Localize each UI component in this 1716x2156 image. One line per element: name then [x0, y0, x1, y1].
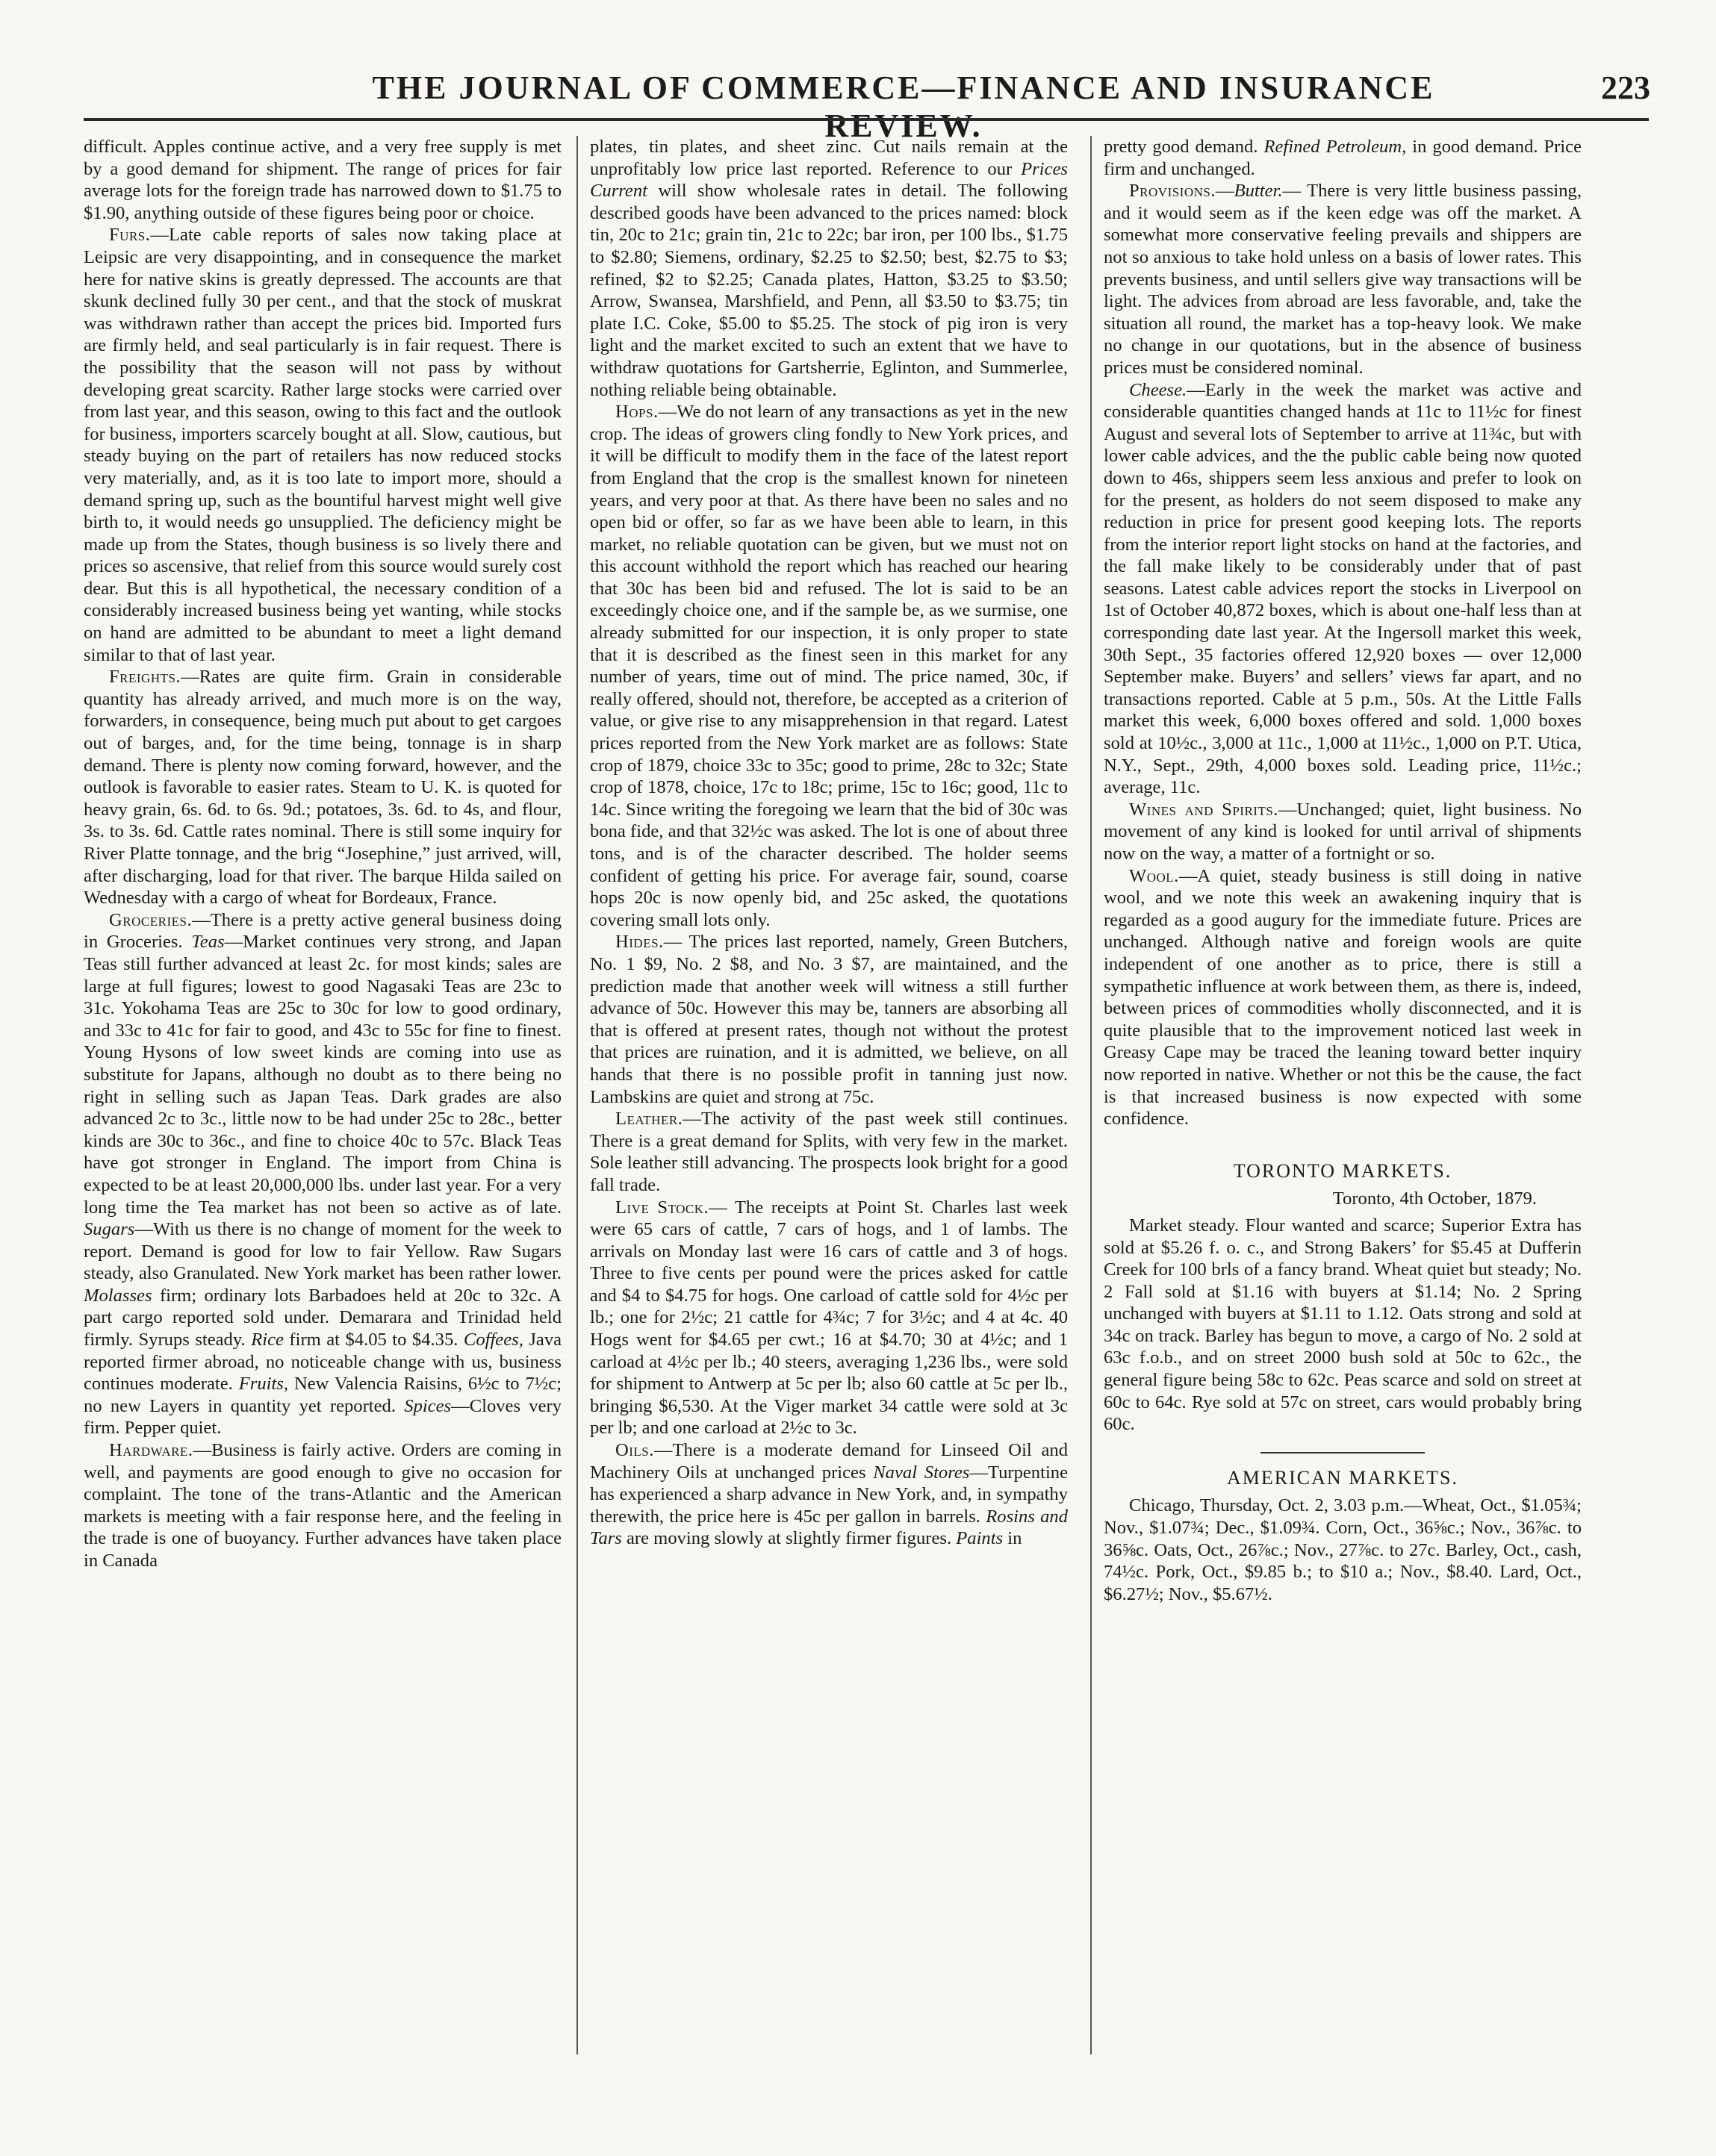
- freights-heading: Freights.: [109, 667, 181, 688]
- wines-spirits-heading: Wines and Spirits.: [1129, 799, 1278, 820]
- live-stock-heading: Live Stock.: [615, 1197, 709, 1218]
- groceries-paragraph: Groceries.—There is a pretty active general business doing in Groceries. Teas—Market continues very strong, and Japan Teas still further advanced at least 2c. for most kinds; sales are large at full figures; lowest to good Nagasaki Teas are 23c to 31c. Yokohama Teas are 25c to 30c for low to good ordinary, and 33c to 41c for fair to good, and 43c to 55c for fine to finest. Young Hysons of low sweet kinds are coming into use as substitute for Japans, although no doubt as to there being no right in selling such as Japan Teas. Dark grades are also advanced 2c to 3c., little now to be had under 25c to 28c., better kinds are 30c to 36c., and fine to choice 40c to 57c. Black Teas have got stronger in England. The import from China is expected to be at least 20,000,000 lbs. under last year. For a very long time the Tea market has not been so active as of late. Sugars—With us there is no change of moment for the week to report. Demand is good for low to fair Yellow. Raw Sugars steady, also Granulated. New York market has been rather lower. Molasses firm; ordinary lots Barbadoes held at 20c to 32c. A part cargo reported sold under. Demarara and Trinidad held firmly. Syrups steady. Rice firm at $4.05 to $4.35. Coffees, Java reported firmer abroad, no noticeable change with us, business continues moderate. Fruits, New Valencia Raisins, 6½c to 7½c; no new Layers in quantity yet reported. Spices—Cloves very firm. Pepper quiet.: [84, 909, 562, 1439]
- furs-heading: Furs.: [109, 225, 151, 246]
- column-3: [1104, 136, 1582, 1605]
- hides-heading: Hides.: [615, 932, 664, 953]
- live-stock-paragraph: Live Stock.— The receipts at Point St. Charles last week were 65 cars of cattle, 7 cars of hogs, and 1 of lambs. The arrivals on Monday last were 16 cars of cattle and 3 of hogs. Three to five cents per pound were the prices asked for cattle and $4 to $4.75 for hogs. One carload of cattle sold for 4½c per lb.; one for 2½c; 21 cattle for 4¾c; 7 for 3½c; and 4 at 4c. 40 Hogs went for $4.65 per cwt.; 16 at $4.70; 30 at 4½c; and 1 carload at 4½c per lb.; 40 steers, averaging 1,236 lbs., were sold for shipment to Antwerp at 5c per lb; also 60 cattle at 5c per lb., bringing $6,530. At the Viger market 34 cattle were sold at 3c per lb; and one carload at 2½c to 3c.: [590, 1197, 1068, 1439]
- cheese-paragraph: Cheese.—Early in the week the market was active and considerable quantities changed hands at 11c to 11½c for finest August and several lots of September to arrive at 11¾c, but with lower cable advices, and the the public cable being now quoted down to 46s, shippers seem less anxious and prefer to look on for the present, as holders do not seem disposed to make any reduction in price for present good keeping lots. The reports from the interior report light stocks on hand at the factories, and the fall make likely to be considerably under that of past seasons. Latest cable advices report the stocks in Liverpool on 1st of October 40,872 boxes, which is about one-half less than at corresponding date last year. At the Ingersoll market this week, 30th Sept., 35 factories offered 12,920 boxes — over 12,000 September make. Buyers’ and sellers’ views far apart, and no transactions reported. Cable at 5 p.m., 50s. At the Little Falls market this week, 6,000 boxes offered and sold. 1,000 boxes sold at 10½c., 3,000 at 11c., 1,000 at 11½c., 1,000 on P.T. Utica, N.Y., Sept., 29th, 4,000 boxes sold. Leading price, 11½c.; average, 11c.: [1104, 379, 1582, 798]
- oils-paragraph: Oils.—There is a moderate demand for Linseed Oil and Machinery Oils at unchanged prices Naval Stores—Turpentine has experienced a sharp advance in New York, and, in sympathy therewith, the price here is 45c per gallon in barrels. Rosins and Tars are moving slowly at slightly firmer figures. Paints in: [590, 1440, 1069, 1549]
- leather-paragraph: Leather.—The activity of the past week still continues. There is a great demand for Splits, with very few in the market. Sole leather still advancing. The prospects look bright for a good fall trade.: [590, 1109, 1068, 1195]
- refined-petroleum-subheading: Refined Petroleum,: [1263, 137, 1407, 157]
- section-rule: [1260, 1452, 1425, 1454]
- toronto-markets-heading: TORONTO MARKETS.: [1233, 1159, 1452, 1182]
- fruits-subheading: Fruits,: [238, 1374, 289, 1395]
- groceries-heading: Groceries.: [109, 909, 193, 930]
- molasses-subheading: Molasses: [84, 1285, 152, 1306]
- journal-title: THE JOURNAL OF COMMERCE—FINANCE AND INSURANCE REVIEW.: [372, 69, 1435, 144]
- hardware-heading: Hardware.: [109, 1440, 193, 1461]
- wool-paragraph: Wool.—A quiet, steady business is still doing in native wool, and we note this week an awakening inquiry that is regarded as a good augury for the immediate future. Prices are unchanged. Although native and foreign wools are quite independent of one another as to price, there is still a sympathetic influence at work between them, as there is, indeed, between prices of commodities wholly disconnected, and it is quite plausible that to the improvement noticed last week in Greasy Cape may be traced the leaning toward better inquiry now reported in native. Whether or not this be the cause, the fact is that increased business is now expected with some confidence.: [1104, 865, 1582, 1130]
- wines-spirits-paragraph: Wines and Spirits.—Unchanged; quiet, light business. No movement of any kind is looked for until arrival of shipments now on the way, a matter of a fortnight or so.: [1104, 799, 1582, 864]
- hides-paragraph: Hides.— The prices last reported, namely, Green Butchers, No. 1 $9, No. 2 $8, and No. 3 $7, are maintained, and the prediction made that another week will witness a still further advance of 50c. However this may be, tanners are absorbing all that is offered at present rates, though not without the protest that prices are ruination, and it is admitted, we believe, on all hands that there is no possible profit in tanning just now. Lambskins are quiet and strong at 75c.: [590, 932, 1068, 1107]
- spices-subheading: Spices: [404, 1395, 452, 1416]
- page-header: [82, 69, 1650, 144]
- rosins-tars-subheading: Rosins and Tars: [590, 1506, 1069, 1549]
- prices-current-reference: Prices Current: [590, 158, 1068, 202]
- rice-subheading: Rice: [251, 1330, 284, 1350]
- provisions-paragraph: Provisions.—Butter.— There is very little business passing, and it would seem as if the keen edge was off the market. A somewhat more conservative feeling prevails and shippers are not so anxious to take hold unless on a basis of lower rates. This prevents business, and until sellers give way transactions will be light. The advices from abroad are less favorable, and, take the situation all round, the market has a top-heavy look. We make no change in our quotations, but in the absence of business prices must be considered nominal.: [1104, 181, 1582, 378]
- page-number: 223: [1601, 69, 1650, 106]
- butter-subheading: Butter.: [1234, 181, 1283, 202]
- furs-paragraph: Furs.—Late cable reports of sales now taking place at Leipsic are very disappointing, and in consequence the market here for native skins is greatly depressed. The accounts are that skunk declined fully 30 per cent., and that the stock of muskrat was withdrawn rather than accept the prices bid. Imported furs are firmly held, and seal particularly is in fair request. There is the possibility that the season will not pass by without developing great scarcity. Rather large stocks were carried over from last year, and this season, owing to this fact and the outlook for business, importers scarcely bought at all. Slow, cautious, but steady buying on the part of retailers has now reduced stocks very materially, and, as it is too late to import more, should a demand spring up, such as the bountiful harvest might well give birth to, it would needs go unsupplied. The deficiency might be made up from the States, though business is so lively there and prices so ascensive, that relief from this source would surely cost dear. But this is all hypothetical, the necessary condition of a considerably increased business being yet wanting, while stocks on hand are admitted to be abundant to meet a light demand similar to that of last year.: [84, 225, 562, 665]
- hardware-continued-paragraph: plates, tin plates, and sheet zinc. Cut nails remain at the unprofitably low price last reported. Reference to our Prices Current will show wholesale rates in detail. The following described goods have been advanced to the prices named: block tin, 20c to 21c; grain tin, 21c to 22c; bar iron, per 100 lbs., $1.75 to $2.80; Siemens, ordinary, $2.25 to $2.50; best, $2.75 to $3; refined, $2 to $2.25; Canada plates, Hatton, $3.25 to $3.50; Arrow, Swansea, Marshfield, and Penn, all $3.50 to $3.75; tin plate I.C. Coke, $5.00 to $5.25. The stock of pig iron is very light and the market excited to such an extent that we have to withdraw quotations for Gartsherrie, Eglinton, and Summerlee, nothing reliable being obtainable.: [590, 137, 1068, 400]
- american-markets-heading: AMERICAN MARKETS.: [1227, 1466, 1458, 1489]
- column-2: [590, 136, 1068, 1550]
- wool-heading: Wool.: [1129, 865, 1179, 886]
- leather-heading: Leather.: [615, 1109, 683, 1130]
- freights-paragraph: Freights.—Rates are quite firm. Grain in considerable quantity has already arrived, and much more is on the way, forwarders, in consequence, being much put about to get cargoes out of barges, and, for the time being, tonnage is in sharp demand. There is plenty now coming forward, however, and the outlook is favorable to easier rates. Steam to U. K. is quoted for heavy grain, 6s. 6d. to 6s. 9d.; potatoes, 3s. 6d. to 4s, and flour, 3s. to 3s. 6d. Cattle rates nominal. There is still some inquiry for River Platte tonnage, and the brig “Josephine,” just arrived, will, after discharging, load for that river. The barque Hilda sailed on Wednesday with a cargo of wheat for Bordeaux, France.: [84, 667, 562, 909]
- header-rule: [84, 118, 1649, 121]
- oils-heading: Oils.: [615, 1440, 654, 1461]
- column-divider: [576, 136, 578, 2054]
- column-divider: [1090, 136, 1092, 2054]
- column-1: [84, 136, 562, 1572]
- provisions-heading: Provisions.: [1129, 181, 1216, 202]
- hardware-paragraph: Hardware.—Business is fairly active. Orders are coming in well, and payments are good enough to give no occasion for complaint. The tone of the trans-Atlantic and the American markets is meeting with a fair response here, and the feeling in the trade is one of buoyancy. Further advances have taken place in Canada: [84, 1440, 562, 1571]
- toronto-markets-paragraph: Market steady. Flour wanted and scarce; Superior Extra has sold at $5.26 f. o. c., and Strong Bakers’ for $5.45 at Dufferin Creek for 100 brls of a fancy brand. Wheat quiet but steady; No. 2 Fall sold at $1.16 with buyers at $1.14; No. 2 Spring unchanged with buyers at $1.11 to 1.12. Oats strong and sold at 34c on track. Barley has begun to move, a cargo of No. 2 sold at 63c f.o.b., and on street 2000 bush sold at 50c to 62c., the general figure being 58c to 62c. Peas scarce and sold on street at 60c to 64c. Rye sold at 57c on street, cars would probably bring 60c.: [1104, 1215, 1582, 1435]
- coffees-subheading: Coffees,: [463, 1330, 523, 1350]
- paints-continued-paragraph: pretty good demand. Refined Petroleum, in good demand. Price firm and unchanged.: [1104, 137, 1582, 179]
- paints-subheading: Paints: [956, 1528, 1004, 1549]
- apples-paragraph: difficult. Apples continue active, and a very free supply is met by a good demand for shipment. The range of prices for fair average lots for the foreign trade has narrowed down to $1.75 to $1.90, anything outside of these figures being poor or choice.: [84, 137, 562, 223]
- hops-paragraph: Hops.—We do not learn of any transactions as yet in the new crop. The ideas of growers cling fondly to New York prices, and it will be difficult to modify them in the face of the latest report from England that the crop is the smallest known for nineteen years, and very poor at that. As there have been no sales and no open bid or offer, so far as we have been able to learn, in this market, no reliable quotation can be given, but we must not on this account withhold the report which has reached our hearing that 30c has been bid and refused. The lot is said to be an exceedingly choice one, and if the sample be, as we surmise, one already submitted for our inspection, it is only proper to state that it is described as the finest seen in this market for any number of years, time out of mind. The price named, 30c, if really offered, should not, therefore, be accepted as a criterion of value, or give rise to any misapprehension in that regard. Latest prices reported from the New York market are as follows: State crop of 1879, choice 33c to 35c; good to prime, 28c to 32c; State crop of 1878, choice, 17c to 18c; prime, 15c to 16c; good, 11c to 14c. Since writing the foregoing we learn that the bid of 30c was bona fide, and that 32½c was asked. The lot is one of about three tons, and is of the character described. The holder seems confident of getting his price. For average fair, sound, coarse hops 20c is now openly bid, and 25c asked, the quotations covering small lots only.: [590, 402, 1068, 930]
- sugars-subheading: Sugars: [84, 1219, 135, 1240]
- american-markets-paragraph: Chicago, Thursday, Oct. 2, 3.03 p.m.—Wheat, Oct., $1.05¾; Nov., $1.07¾; Dec., $1.09¾. Corn, Oct., 36⅝c.; Nov., 36⅞c. to 36⅝c. Oats, Oct., 26⅞c.; Nov., 27⅞c. to 27c. Barley, Oct., cash, 74½c. Pork, Oct., $9.85 b.; to $10 a.; Nov., $8.40. Lard, Oct., $6.27½; Nov., $5.67½.: [1104, 1495, 1582, 1604]
- hops-heading: Hops.: [615, 402, 659, 423]
- cheese-subheading: Cheese.: [1129, 379, 1187, 400]
- teas-subheading: Teas: [191, 932, 225, 953]
- naval-stores-subheading: Naval Stores: [873, 1462, 970, 1483]
- toronto-dateline: Toronto, 4th October, 1879.: [1332, 1188, 1537, 1209]
